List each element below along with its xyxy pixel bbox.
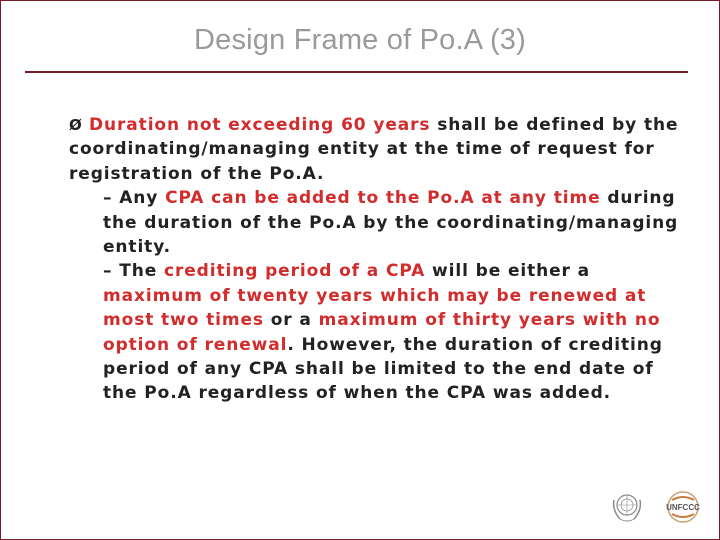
- twenty-years-highlight: maximum of twenty years which may be renewed at most two times: [103, 285, 647, 331]
- sub-bullet-2-text-b: or a: [263, 310, 319, 331]
- sub-bullet-2: [103, 259, 679, 405]
- sub-bullet-1-dash: – Any: [103, 188, 166, 209]
- crediting-period-highlight: crediting period of a CPA: [163, 261, 426, 282]
- duration-highlight: Duration not exceeding 60 years: [89, 115, 431, 135]
- sub-bullet-1-text: during the duration of the Po.A by the coordinating/managing entity.: [103, 188, 679, 258]
- cpa-added-highlight: CPA can be added to the Po.A at any time: [165, 188, 601, 209]
- unfccc-logo-text: UNFCCC: [666, 503, 700, 512]
- sub-bullet-1: [103, 186, 679, 259]
- arrow-bullet-icon: Ø: [69, 116, 83, 134]
- sub-bullet-2-dash: – The: [103, 261, 164, 282]
- un-emblem-icon: [610, 488, 644, 526]
- slide-body: [69, 113, 679, 406]
- sub-bullet-2-text-a: will be either a: [425, 261, 591, 282]
- thirty-years-highlight: maximum of thirty years with no option of renewal: [103, 310, 661, 355]
- unfccc-logo-icon: [656, 490, 710, 524]
- main-bullet-text: shall be defined by the coordinating/managing entity at the time of request for registration of the Po.A.: [69, 115, 679, 184]
- main-bullet: [69, 113, 679, 186]
- footer-logos: [606, 486, 711, 532]
- title-divider: [25, 71, 688, 73]
- sub-bullet-2-text-c: . However, the duration of crediting period of any CPA shall be limited to the end date of the Po.A regardless of when the CPA was added.: [103, 334, 663, 404]
- slide-title: Design Frame of Po.A (3): [194, 24, 526, 56]
